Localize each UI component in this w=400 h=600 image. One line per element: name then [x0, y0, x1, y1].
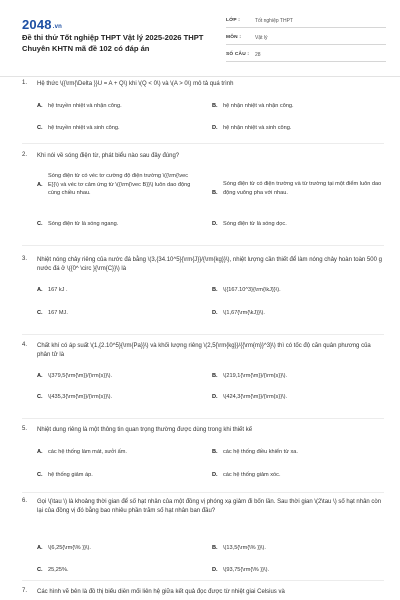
option-d[interactable]	[212, 471, 384, 480]
option-c[interactable]	[37, 471, 202, 480]
option-letter: C.	[37, 394, 43, 400]
question-separator	[22, 245, 384, 246]
option-text: \({167.10^3}{\rm{\kJ}}\).	[223, 287, 281, 293]
meta-label: MÔN :	[226, 35, 242, 40]
question-number: 4.	[22, 342, 28, 348]
option-text: \(379,5{\rm{\m}}/{\rm{s}}\).	[48, 373, 113, 379]
option-c[interactable]	[37, 220, 202, 229]
option-letter: D.	[212, 567, 218, 573]
option-b[interactable]	[212, 102, 384, 111]
option-letter: C.	[37, 310, 43, 316]
option-c[interactable]	[37, 309, 202, 318]
meta-row-class	[226, 14, 386, 28]
option-text: \(93,75{\rm{\% }}\).	[223, 567, 270, 573]
option-text: 167 MJ.	[48, 310, 68, 316]
option-letter: B.	[212, 373, 218, 379]
meta-row-subject	[226, 31, 386, 45]
option-text: hệ thống giảm áp.	[48, 472, 93, 478]
option-letter: A.	[37, 373, 43, 379]
question-number: 3.	[22, 256, 28, 262]
option-d[interactable]	[212, 309, 384, 318]
meta-value: Vật lý	[255, 34, 268, 41]
option-text: \(13,5{\rm{\% }}\).	[223, 545, 266, 551]
question-number: 2.	[22, 152, 28, 158]
option-text: hệ nhận nhiệt và nhận công.	[223, 103, 294, 109]
option-letter: C.	[37, 125, 43, 131]
option-d[interactable]	[212, 393, 384, 402]
exam-meta	[226, 14, 386, 65]
question-text: Khi nói về sóng điện từ, phát biểu nào sau đây đúng?	[37, 153, 180, 159]
option-text: \(1,67{\rm{\kJ}}\).	[223, 310, 265, 316]
question-text: Hệ thức \({\rm{\Delta }}U = A + Q\) khi \(Q < 0\) và \(A > 0\) mô tả quá trình	[37, 81, 234, 87]
option-letter: B.	[212, 190, 218, 196]
header-divider	[0, 76, 400, 77]
option-text: các hệ thống làm mát, sưởi ấm.	[48, 449, 127, 455]
option-text: Sóng điện từ có điện trường và từ trường tại một điểm luôn dao động vuông pha với nhau.	[223, 181, 382, 196]
question-text: Gọi \(\tau \) là khoảng thời gian để số hạt nhân của một đồng vị phóng xạ giảm đi bốn lần. Sau thời gian \(2\tau \) số hạt nhân còn lại của đồng vị đó bằng bao nhiêu phần trăm số hạt nhân ban đầu?	[37, 499, 382, 514]
option-a[interactable]	[37, 544, 202, 553]
option-c[interactable]	[37, 393, 202, 402]
question-separator	[22, 143, 384, 144]
question-text: Chất khí có áp suất \(1,{2.10^5}{\rm{Pa}}\) và khối lượng riêng \(2,5{\rm{kg}}/{{\rm{m}}^3}\) thì có tốc độ căn quân phương của phân tử là	[37, 343, 371, 358]
option-letter: D.	[212, 221, 218, 227]
option-text: \(435,3{\rm{\m}}/{\rm{s}}\).	[48, 394, 113, 400]
option-text: các hệ thống giảm xóc.	[223, 472, 281, 478]
option-text: hệ truyền nhiệt và sinh công.	[48, 125, 120, 131]
option-text: \(424,3{\rm{\m}}/{\rm{s}}\).	[223, 394, 288, 400]
option-letter: B.	[212, 287, 218, 293]
option-text: hệ truyền nhiệt và nhận công.	[48, 103, 122, 109]
question-text: Nhiệt nóng chảy riêng của nước đá bằng \(3,{34.10^5}{\rm{J}}/{\rm{kg}}\), nhiệt lượng cần thiết để làm nóng chảy hoàn toàn 500 g nước đá ở \({0^ \circ }{\rm{C}}\) là	[37, 257, 382, 272]
option-text: \(219,1{\rm{\m}}/{\rm{s}}\).	[223, 373, 288, 379]
question-separator	[22, 492, 384, 493]
option-a[interactable]	[37, 172, 207, 198]
option-a[interactable]	[37, 448, 202, 457]
option-letter: A.	[37, 449, 43, 455]
option-text: 25,25%.	[48, 567, 69, 573]
option-b[interactable]	[212, 286, 384, 295]
option-a[interactable]	[37, 286, 202, 295]
option-letter: D.	[212, 125, 218, 131]
meta-label: LỚP :	[226, 18, 241, 23]
meta-label: SỐ CÂU :	[226, 52, 250, 57]
option-c[interactable]	[37, 124, 202, 133]
option-text: hệ nhận nhiệt và sinh công.	[223, 125, 292, 131]
logo-main: 2048	[22, 17, 52, 32]
option-b[interactable]	[212, 372, 384, 381]
option-b[interactable]	[212, 544, 384, 553]
question-number: 7.	[22, 588, 28, 594]
question-text: Các hình vẽ bên là đồ thị biểu diễn mối liên hệ giữa kết quả đọc được từ nhiệt giai Celsius và	[37, 589, 285, 595]
question-separator	[22, 418, 384, 419]
question-separator	[22, 334, 384, 335]
option-b[interactable]	[212, 180, 384, 198]
option-letter: C.	[37, 567, 43, 573]
option-letter: D.	[212, 310, 218, 316]
option-text: các hệ thống điều khiển từ xa.	[223, 449, 298, 455]
meta-value: Tốt nghiệp THPT	[255, 17, 293, 24]
option-text: Sóng điện từ là sóng ngang.	[48, 221, 119, 227]
logo-suffix: .vn	[52, 24, 63, 30]
option-letter: B.	[212, 103, 218, 109]
option-text: Sóng điện từ là sóng dọc.	[223, 221, 287, 227]
site-logo[interactable]	[22, 17, 62, 32]
option-letter: D.	[212, 394, 218, 400]
option-letter: B.	[212, 545, 218, 551]
question-number: 6.	[22, 498, 28, 504]
option-b[interactable]	[212, 448, 384, 457]
question-separator	[22, 580, 384, 581]
option-letter: B.	[212, 449, 218, 455]
option-text: \(6,25{\rm{\% }}\).	[48, 545, 91, 551]
option-a[interactable]	[37, 372, 202, 381]
option-a[interactable]	[37, 102, 202, 111]
exam-title: Đề thi thử Tốt nghiệp THPT Vật lý 2025-2026 THPT Chuyên KHTN mã đề 102 có đáp án	[22, 33, 204, 53]
question-text: Nhiệt dung riêng là một thông tin quan trọng thường được dùng trong khi thiết kế	[37, 427, 253, 433]
option-c[interactable]	[37, 566, 202, 575]
option-d[interactable]	[212, 124, 384, 133]
meta-value: 28	[255, 51, 261, 58]
option-letter: A.	[37, 287, 43, 293]
option-letter: A.	[37, 103, 43, 109]
option-d[interactable]	[212, 566, 384, 575]
question-number: 1.	[22, 80, 28, 86]
option-letter: A.	[37, 545, 43, 551]
exam-header	[0, 0, 400, 70]
question-number: 5.	[22, 426, 28, 432]
option-text: Sóng điện từ có véc tơ cường độ điện trường \({\rm{\vec E}}\) và véc tơ cảm ứng từ \({\rm{\vec B}}\) luôn dao động cùng chiều nhau.	[48, 173, 191, 196]
option-letter: C.	[37, 221, 43, 227]
option-letter: A.	[37, 182, 43, 188]
option-d[interactable]	[212, 220, 384, 229]
option-text: 167 kJ .	[48, 287, 68, 293]
meta-row-count	[226, 48, 386, 62]
option-letter: C.	[37, 472, 43, 478]
option-letter: D.	[212, 472, 218, 478]
